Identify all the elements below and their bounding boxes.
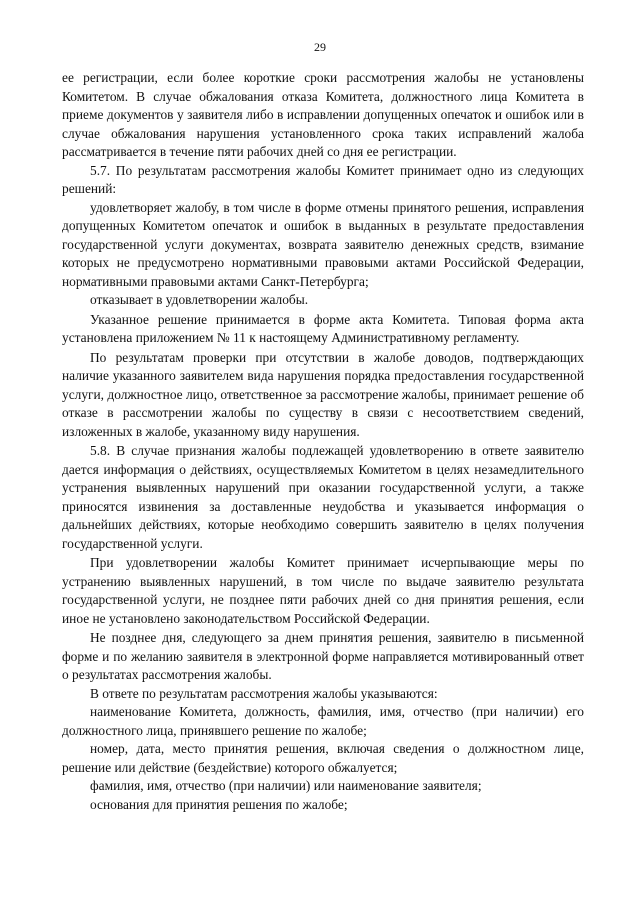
list-item-decision-number: номер, дата, место принятия решения, включая сведения о должностном лице, решение или действие (бездействие) которого обжалуется; <box>62 741 584 775</box>
list-item-committee-name: наименование Комитета, должность, фамилия, имя, отчество (при наличии) его должностного лица, принявшего решение по жалобе; <box>62 704 584 738</box>
paragraph-registration-term: ее регистрации, если более короткие сроки рассмотрения жалобы не установлены Комитетом. В случае обжалования отказа Комитета, должностного лица Комитета в приеме документов у заявителя либо в исправлении допущенных опечаток и ошибок или в случае обжалования нарушения установленного срока таких исправлений жалоба рассматривается в течение пяти рабочих дней со дня ее регистрации. <box>62 70 584 159</box>
list-item-decision-grounds: основания для принятия решения по жалобе; <box>90 796 348 812</box>
page-number: 29 <box>314 40 326 54</box>
list-item-applicant-name: фамилия, имя, отчество (при наличии) или наименование заявителя; <box>90 778 482 793</box>
document-body <box>62 69 584 814</box>
paragraph-satisfy-complaint: удовлетворяет жалобу, в том числе в форме отмены принятого решения, исправления допущенных Комитетом опечаток и ошибок в выданных в результате предоставления государственной услуги документах, возврата заявителю денежных средств, взимание которых не предусмотрено нормативными правовыми актами Российской Федерации, нормативными правовыми актами Санкт-Петербурга; <box>62 199 584 289</box>
paragraph-5-8: 5.8. В случае признания жалобы подлежащей удовлетворению в ответе заявителю дается информация о действиях, осуществляемых Комитетом в целях незамедлительного устранения выявленных нарушений при оказании государственной услуги, а также приносятся извинения за доставленные неудобства и указывается информация о дальнейших действиях, которые необходимо совершить заявителю в целях получения государственной услуги. <box>62 443 584 551</box>
paragraph-verification-results: По результатам проверки при отсутствии в жалобе доводов, подтверждающих наличие указанного заявителем вида нарушения порядка предоставления государственной услуги, должностное лицо, ответственное за рассмотрение жалобы, принимает решение об отказе в рассмотрении жалобы по существу в связи с несоответствием сведений, изложенных в жалобе, указанному виду нарушения. <box>62 349 584 439</box>
paragraph-remedy-measures: При удовлетворении жалобы Комитет принимает исчерпывающие меры по устранению выявленных нарушений, в том числе по выдаче заявителю результата государственной услуги, не позднее пяти рабочих дней со дня принятия решения, если иное не установлено законодательством Российской Федерации. <box>62 555 584 626</box>
paragraph-decision-form: Указанное решение принимается в форме акта Комитета. Типовая форма акта установлена приложением № 11 к настоящему Административному регламенту. <box>62 311 584 345</box>
paragraph-refuse-complaint: отказывает в удовлетворении жалобы. <box>90 292 309 307</box>
paragraph-5-7: 5.7. По результатам рассмотрения жалобы Комитет принимает одно из следующих решений: <box>62 162 584 196</box>
paragraph-reply-contents-intro: В ответе по результатам рассмотрения жалобы указываются: <box>90 685 438 701</box>
paragraph-reply-deadline: Не позднее дня, следующего за днем принятия решения, заявителю в письменной форме и по желанию заявителя в электронной форме направляется мотивированный ответ о результатах рассмотрения жалобы. <box>62 630 584 682</box>
